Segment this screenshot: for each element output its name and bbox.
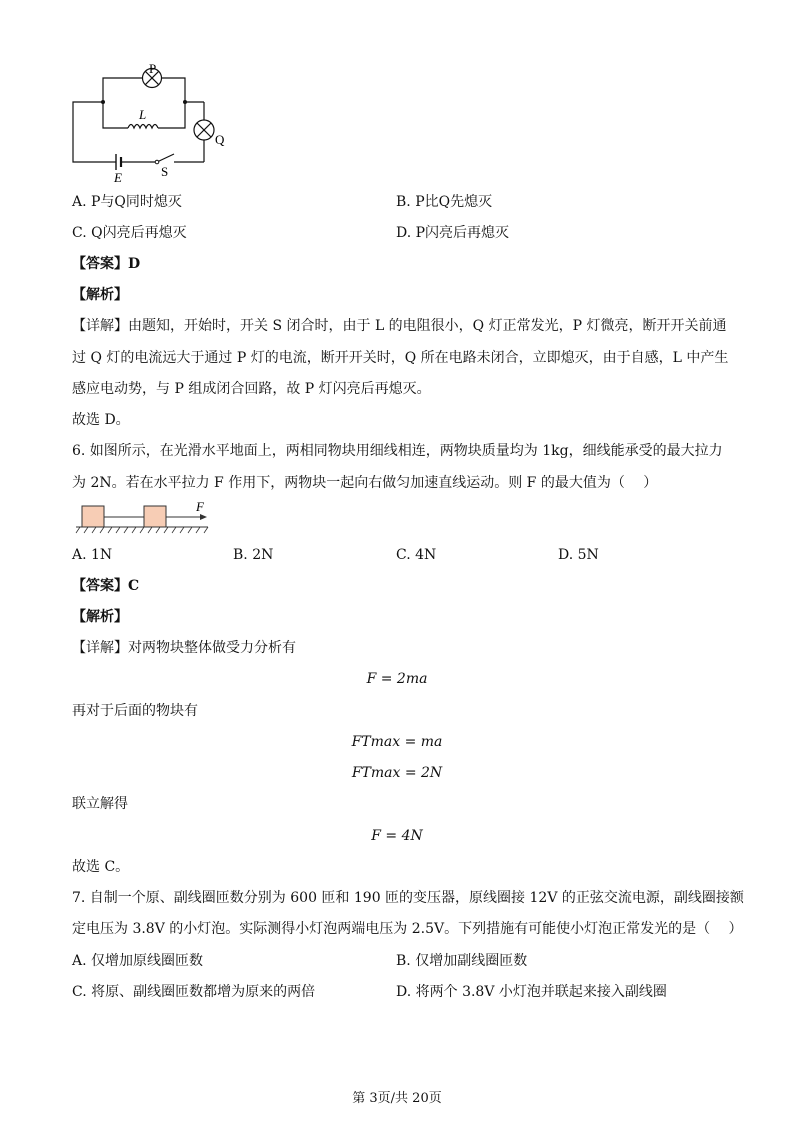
q5-detail-line-3: 感应电动势，与 P 组成闭合回路，故 P 灯闪亮后再熄灭。 <box>72 381 431 397</box>
q6-analysis-heading: 【解析】 <box>72 609 128 625</box>
q6-conclusion: 故选 C。 <box>72 859 130 875</box>
q6-stem-line-2: 为 2N。若在水平拉力 F 作用下，两物块一起向右做匀加速直线运动。则 F 的最大值为（ ） <box>72 475 658 491</box>
lamp-q-label: Q <box>215 132 225 147</box>
switch-label: S <box>161 164 169 179</box>
q7-option-b: B. 仅增加副线圈匝数 <box>396 953 528 969</box>
q6-detail: 【详解】对两物块整体做受力分析有 <box>72 640 296 656</box>
page-footer: 第 3页/共 20页 <box>352 1091 442 1106</box>
circuit-diagram <box>60 58 240 188</box>
q5-detail-line-1: 【详解】由题知，开始时，开关 S 闭合时，由于 L 的电阻很小，Q 灯正常发光，P 灯微亮，断开开关前通 <box>72 318 727 334</box>
q7-option-a: A. 仅增加原线圈匝数 <box>72 953 204 969</box>
q6-option-c: C. 4N <box>396 547 437 563</box>
force-label: F <box>196 499 204 514</box>
q5-option-a: A. P与Q同时熄灭 <box>72 194 182 210</box>
q6-option-a: A. 1N <box>72 547 113 563</box>
q5-option-d: D. P闪亮后再熄灭 <box>396 225 510 241</box>
q5-option-b: B. P比Q先熄灭 <box>396 194 493 210</box>
q6-equation-3: FTmax = 2N <box>351 765 443 781</box>
inductor-label: L <box>139 107 147 122</box>
q5-answer: 【答案】D <box>72 256 141 272</box>
q6-equation-2: FTmax = ma <box>351 734 443 750</box>
q6-text-2: 再对于后面的物块有 <box>72 703 198 719</box>
q6-text-3: 联立解得 <box>72 796 128 812</box>
q6-option-b: B. 2N <box>233 547 274 563</box>
q7-stem-line-1: 7. 自制一个原、副线圈匝数分别为 600 匝和 190 匝的变压器，原线圈接 12V 的正弦交流电源，副线圈接额 <box>72 890 744 906</box>
q7-stem-line-2: 定电压为 3.8V 的小灯泡。实际测得小灯泡两端电压为 2.5V。下列措施有可能使小灯泡正常发光的是（ ） <box>72 921 743 937</box>
q5-detail-line-2: 过 Q 灯的电流远大于通过 P 灯的电流，断开开关时，Q 所在电路未闭合，立即熄灭，由于自感，L 中产生 <box>72 350 729 366</box>
q6-equation-4: F = 4N <box>371 828 423 844</box>
q5-analysis-heading: 【解析】 <box>72 287 128 303</box>
lamp-p-label: P <box>149 61 157 76</box>
q6-stem-line-1: 6. 如图所示，在光滑水平地面上，两相同物块用细线相连，两物块质量均为 1kg，细线能承受的最大拉力 <box>72 443 723 459</box>
q5-conclusion: 故选 D。 <box>72 412 130 428</box>
battery-label: E <box>114 170 122 185</box>
q6-equation-1: F = 2ma <box>366 671 428 687</box>
q6-answer: 【答案】C <box>72 578 140 594</box>
q7-option-c: C. 将原、副线圈匝数都增为原来的两倍 <box>72 984 316 1000</box>
q6-option-d: D. 5N <box>558 547 599 563</box>
q5-option-c: C. Q闪亮后再熄灭 <box>72 225 187 241</box>
q7-option-d: D. 将两个 3.8V 小灯泡并联起来接入副线圈 <box>396 984 667 1000</box>
blocks-figure <box>72 496 222 536</box>
